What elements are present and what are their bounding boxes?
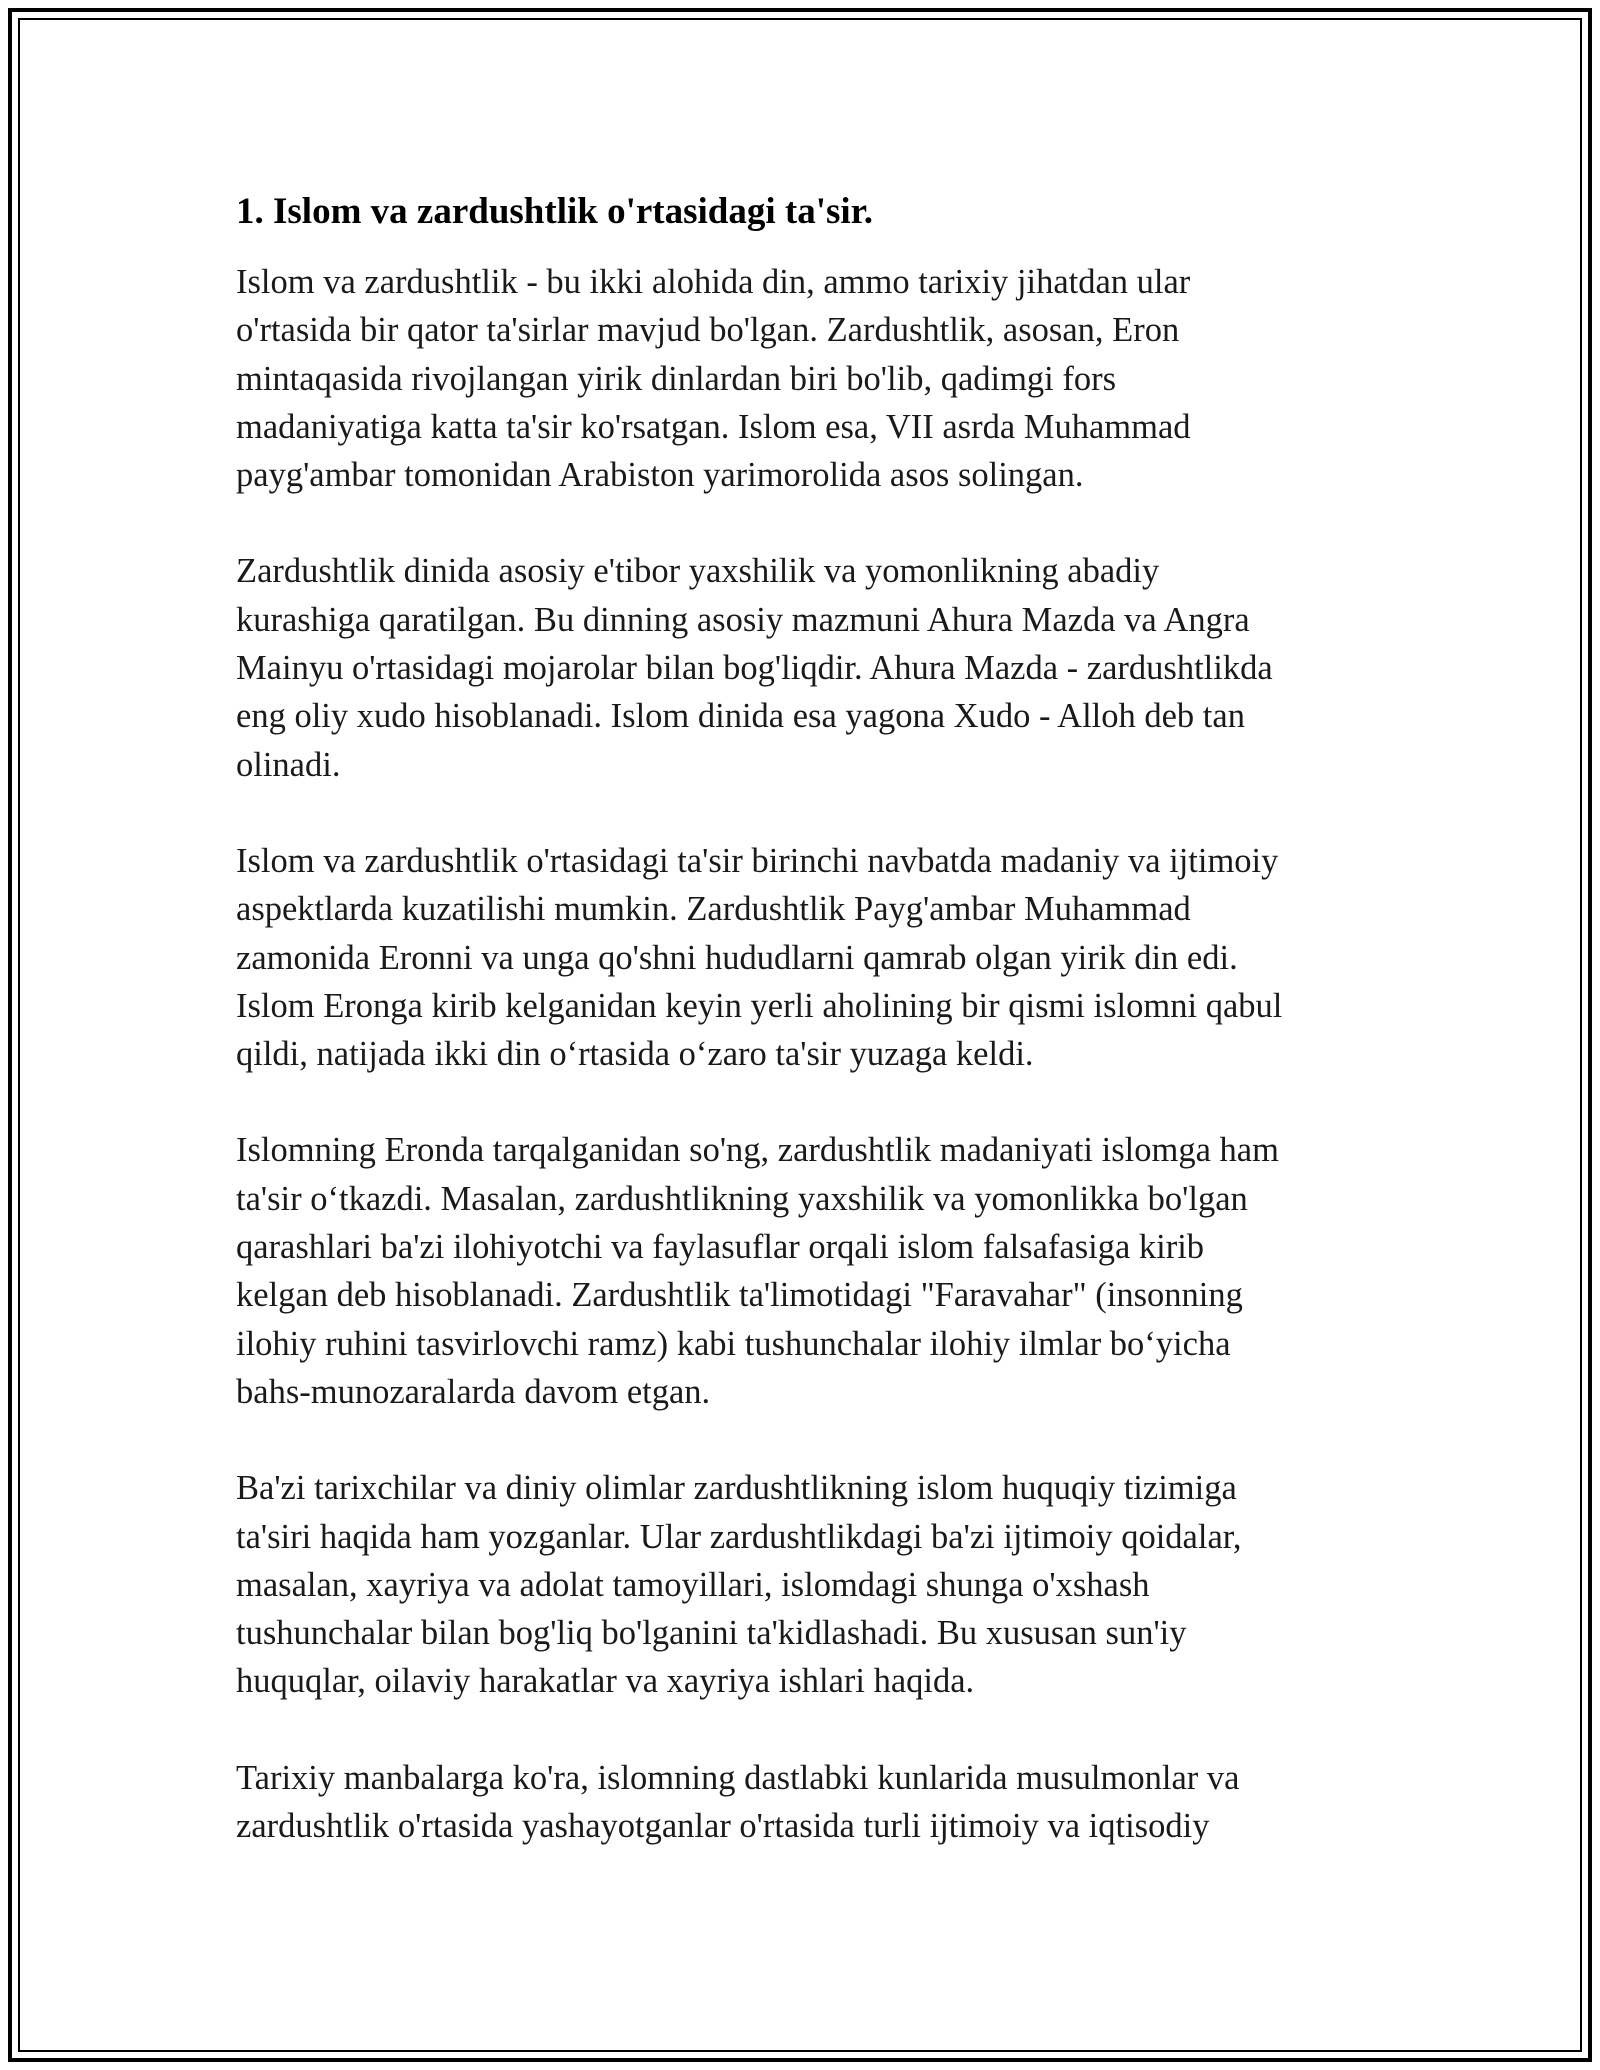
text-line: zamonida Eronni va unga qo'shni hududlarni qamrab olgan yirik din edi.	[236, 938, 1238, 977]
text-line: mintaqasida rivojlangan yirik dinlardan biri bo'lib, qadimgi fors	[236, 359, 1117, 398]
text-line: qarashlari ba'zi ilohiyotchi va faylasuflar orqali islom falsafasiga kirib	[236, 1228, 1205, 1267]
text-line: madaniyatiga katta ta'sir ko'rsatgan. Islom esa, VII asrda Muhammad	[236, 407, 1191, 446]
text-line: Islom va zardushtlik - bu ikki alohida din, ammo tarixiy jihatdan ular	[236, 263, 1191, 301]
paragraph	[236, 837, 1366, 1078]
paragraph	[236, 1754, 1366, 1851]
text-line: Tarixiy manbalarga ko'ra, islomning dastlabki kunlarida musulmonlar va	[236, 1758, 1240, 1797]
text-line: kurashiga qaratilgan. Bu dinning asosiy mazmuni Ahura Mazda va Angra	[236, 600, 1250, 639]
paragraph	[236, 258, 1366, 499]
text-line: zardushtlik o'rtasida yashayotganlar o'rtasida turli ijtimoiy va iqtisodiy	[236, 1807, 1210, 1846]
text-line: eng oliy xudo hisoblanadi. Islom dinida esa yagona Xudo - Alloh deb tan	[236, 697, 1245, 736]
text-line: huquqlar, oilaviy harakatlar va xayriya ishlari haqida.	[236, 1662, 975, 1701]
text-line: ilohiy ruhini tasvirlovchi ramz) kabi tushunchalar ilohiy ilmlar bo‘yicha	[236, 1324, 1231, 1363]
paragraph	[236, 547, 1366, 788]
section-heading: 1. Islom va zardushtlik o'rtasidagi ta'sir.	[236, 191, 873, 232]
paragraph	[236, 1126, 1366, 1416]
text-line: aspektlarda kuzatilishi mumkin. Zardushtlik Payg'ambar Muhammad	[236, 890, 1191, 929]
text-line: Mainyu o'rtasidagi mojarolar bilan bog'liqdir. Ahura Mazda - zardushtlikda	[236, 649, 1273, 688]
document-body	[236, 186, 1366, 1898]
text-line: payg'ambar tomonidan Arabiston yarimorolida asos solingan.	[236, 456, 1084, 495]
text-line: bahs-munozaralarda davom etgan.	[236, 1372, 711, 1411]
text-line: Islom va zardushtlik o'rtasidagi ta'sir birinchi navbatda madaniy va ijtimoiy	[236, 841, 1279, 880]
paragraph	[236, 1464, 1366, 1705]
text-line: ta'sir o‘tkazdi. Masalan, zardushtlikning yaxshilik va yomonlikka bo'lgan	[236, 1179, 1248, 1218]
text-line: o'rtasida bir qator ta'sirlar mavjud bo'lgan. Zardushtlik, asosan, Eron	[236, 311, 1180, 350]
text-line: Zardushtlik dinida asosiy e'tibor yaxshilik va yomonlikning abadiy	[236, 552, 1160, 591]
text-line: olinadi.	[236, 745, 341, 784]
text-line: kelgan deb hisoblanadi. Zardushtlik ta'limotidagi "Faravahar" (insonning	[236, 1276, 1243, 1315]
text-line: qildi, natijada ikki din o‘rtasida o‘zaro ta'sir yuzaga keldi.	[236, 1035, 1034, 1074]
text-line: Ba'zi tarixchilar va diniy olimlar zardushtlikning islom huquqiy tizimiga	[236, 1469, 1237, 1508]
text-line: Islom Eronga kirib kelganidan keyin yerli aholining bir qismi islomni qabul	[236, 986, 1283, 1025]
text-line: masalan, xayriya va adolat tamoyillari, islomdagi shunga o'xshash	[236, 1565, 1150, 1604]
text-line: Islomning Eronda tarqalganidan so'ng, zardushtlik madaniyati islomga ham	[236, 1131, 1279, 1170]
paragraph-list	[236, 258, 1366, 1850]
text-line: ta'siri haqida ham yozganlar. Ular zardushtlikdagi ba'zi ijtimoiy qoidalar,	[236, 1517, 1242, 1556]
text-line: tushunchalar bilan bog'liq bo'lganini ta'kidlashadi. Bu xususan sun'iy	[236, 1614, 1187, 1653]
